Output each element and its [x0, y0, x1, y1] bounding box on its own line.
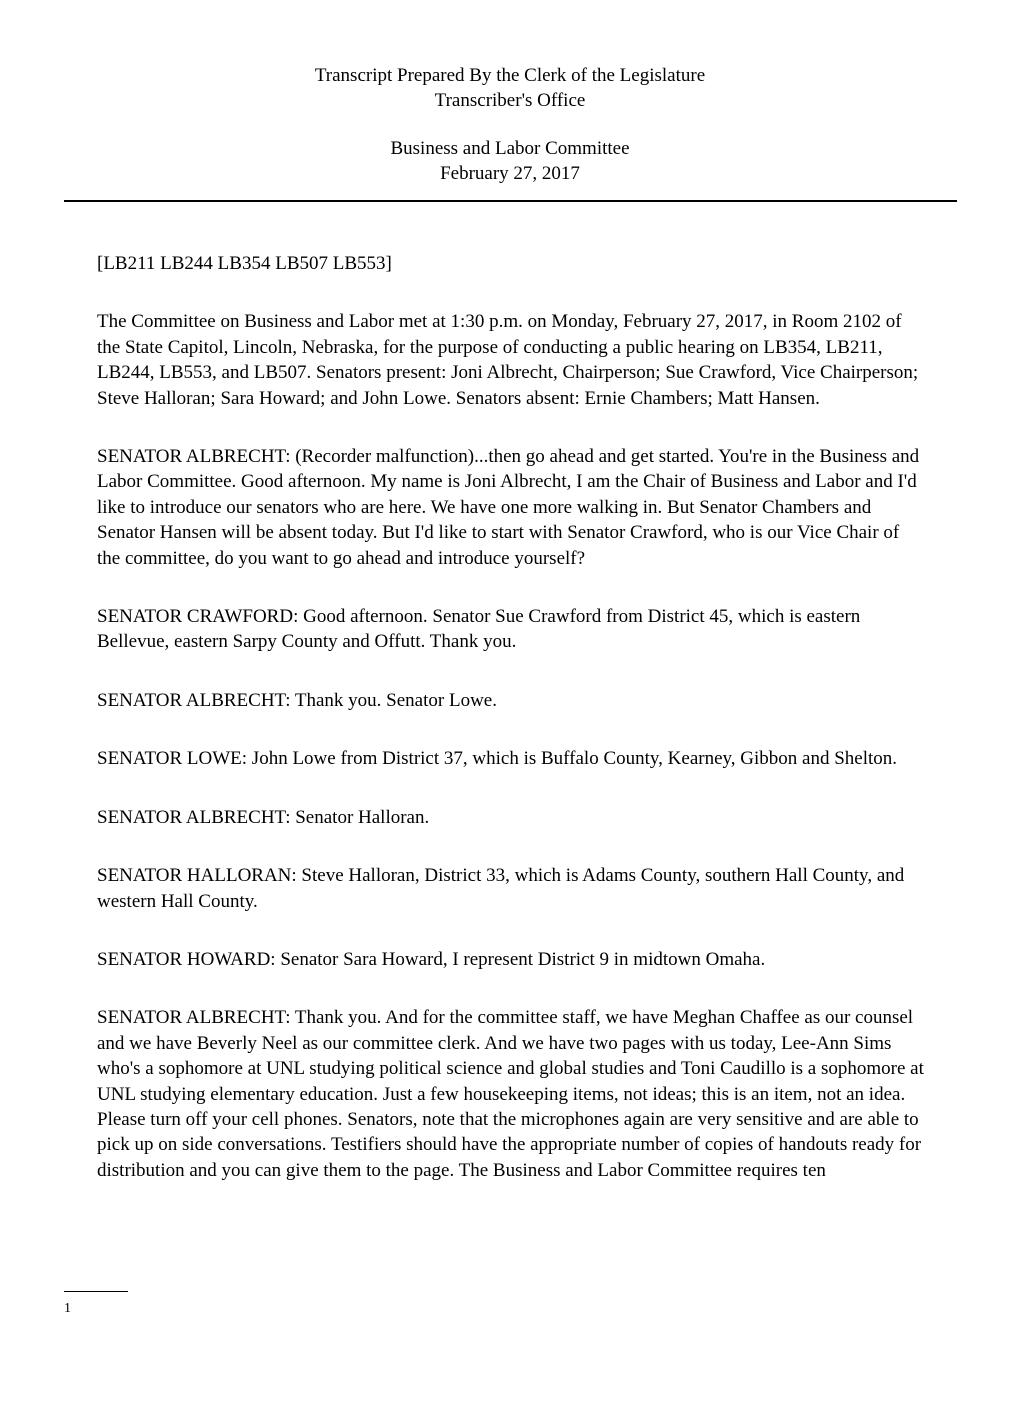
header-title: Transcript Prepared By the Clerk of the Legislature — [314, 65, 706, 86]
header-divider — [64, 200, 957, 202]
header-committee: Business and Labor Committee — [390, 138, 630, 159]
paragraph-albrecht-lowe: SENATOR ALBRECHT: Thank you. Senator Lowe. — [97, 689, 497, 711]
paragraph-albrecht-halloran: SENATOR ALBRECHT: Senator Halloran. — [97, 806, 430, 828]
header-date: February 27, 2017 — [440, 162, 580, 184]
transcript-body — [97, 251, 927, 1216]
paragraph-halloran-intro: SENATOR HALLORAN: Steve Halloran, District 33, which is Adams County, southern Hall County, and western Hall County. — [97, 865, 905, 912]
paragraph-crawford-intro: SENATOR CRAWFORD: Good afternoon. Senator Sue Crawford from District 45, which is eastern Bellevue, eastern Sarpy County and Offutt. Thank you. — [97, 606, 861, 653]
paragraph-meeting-summary: The Committee on Business and Labor met at 1:30 p.m. on Monday, February 27, 2017, in Room 2102 of the State Capitol, Lincoln, Nebraska, for the purpose of conducting a public hearing on LB354, LB211, LB244, LB553, and LB507. Senators present: Joni Albrecht, Chairperson; Sue Crawford, Vice Chairperson; Steve Halloran; Sara Howard; and John Lowe. Senators absent: Ernie Chambers; Matt Hansen. — [97, 311, 919, 409]
page-number: 1 — [64, 1301, 71, 1316]
paragraph-albrecht-staff: SENATOR ALBRECHT: Thank you. And for the committee staff, we have Meghan Chaffee as our counsel and we have Beverly Neel as our committee clerk. And we have two pages with us today, Lee-Ann Sims who's a sophomore at UNL studying political science and global studies and Toni Caudillo is a sophomore at UNL studying elementary education. Just a few housekeeping items, not ideas; this is an item, not an idea. Please turn off your cell phones. Senators, note that the microphones again are very sensitive and are able to pick up on side conversations. Testifiers should have the appropriate number of copies of handouts ready for distribution and you can give them to the page. The Business and Labor Committee requires ten — [97, 1007, 924, 1181]
transcript-header — [0, 64, 1020, 186]
paragraph-howard-intro: SENATOR HOWARD: Senator Sara Howard, I represent District 9 in midtown Omaha. — [97, 948, 766, 970]
paragraph-albrecht-opening: SENATOR ALBRECHT: (Recorder malfunction)...then go ahead and get started. You're in the Business and Labor Committee. Good afternoon. My name is Joni Albrecht, I am the Chair of Business and Labor and I'd like to introduce our senators who are here. We have one more walking in. But Senator Chambers and Senator Hansen will be absent today. But I'd like to start with Senator Crawford, who is our Vice Chair of the committee, do you want to go ahead and introduce yourself? — [97, 446, 920, 569]
header-office: Transcriber's Office — [434, 89, 586, 111]
bill-list: [LB211 LB244 LB354 LB507 LB553] — [97, 253, 392, 274]
header-spacer — [0, 113, 1020, 137]
footer-rule — [64, 1291, 128, 1292]
paragraph-lowe-intro: SENATOR LOWE: John Lowe from District 37, which is Buffalo County, Kearney, Gibbon and Shelton. — [97, 748, 898, 770]
